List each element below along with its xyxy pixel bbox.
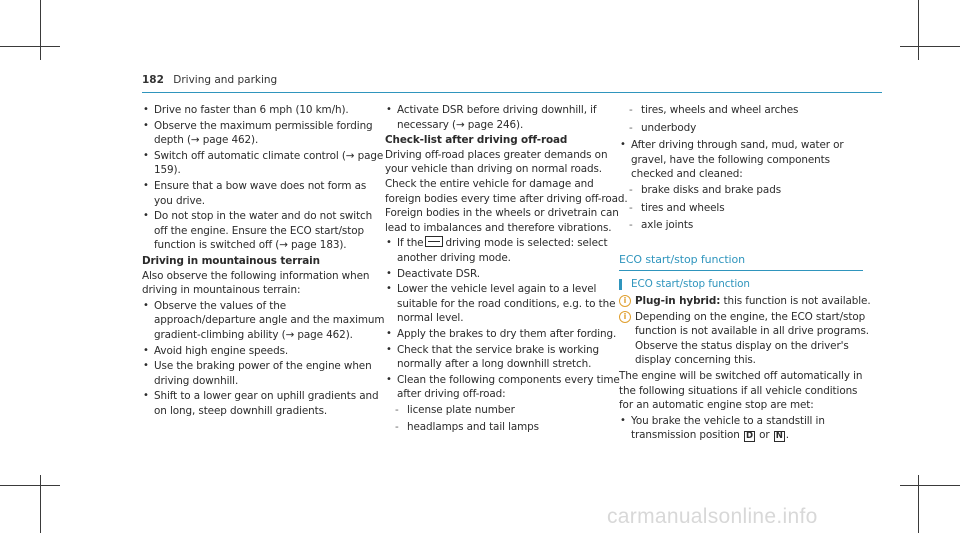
gear-n-icon: N (775, 431, 783, 442)
section-link-title: ECO start/stop function (619, 252, 745, 266)
list-item: • Apply the brakes to dry them after fording. (385, 327, 629, 342)
sub-list-item: - axle joints (619, 218, 871, 233)
list-item: • Do not stop in the water and do not switch off the engine. Ensure the ECO start/stop function is switched off (→ page 183). (142, 209, 386, 253)
section-heading: Check-list after driving off-road (385, 134, 568, 147)
note-label: Plug-in hybrid: (635, 294, 721, 307)
list-item: • Shift to a lower gear on uphill gradients and on long, steep downhill gradients. (142, 389, 386, 418)
list-item: • Ensure that a bow wave does not form as you drive. (142, 179, 386, 208)
gear-d-icon: D (745, 431, 753, 442)
sub-list-item: - headlamps and tail lamps (385, 420, 629, 435)
sub-list-item: - brake disks and brake pads (619, 183, 871, 198)
paragraph: Also observe the following information when driving in mountainous terrain: (142, 269, 370, 297)
note (619, 310, 871, 368)
column-2 (385, 103, 629, 438)
list-item-text: If the (397, 237, 424, 250)
section-heading: Driving in mountainous terrain (142, 254, 320, 267)
list-item: • Check that the service brake is working normally after a long downhill stretch. (385, 343, 629, 372)
list-item (385, 236, 629, 265)
sub-list-item: - tires and wheels (619, 201, 871, 216)
crop-mark (0, 485, 60, 486)
crop-mark (900, 46, 960, 47)
info-icon: i (619, 295, 631, 307)
list-item: • Switch off automatic climate control (→ page 159). (142, 149, 386, 178)
list-item: • Use the braking power of the engine when driving downhill. (142, 359, 386, 388)
crop-mark (40, 0, 41, 60)
list-item-text: You brake the vehicle to a standstill in transmission position (631, 414, 825, 442)
info-icon: i (619, 311, 631, 323)
crop-mark (918, 475, 919, 533)
section-title: Driving and parking (173, 74, 278, 86)
page-header (142, 74, 277, 86)
list-item: • Lower the vehicle level again to a level suitable for the road conditions, e.g. to the normal level. (385, 282, 629, 326)
list-item: • Drive no faster than 6 mph (10 km/h). (142, 103, 386, 118)
list-item: • Clean the following components every time after driving off-road: (385, 373, 629, 402)
sub-list-item: - license plate number (385, 403, 629, 418)
gravel-mode-icon (425, 236, 443, 247)
crop-mark (918, 0, 919, 60)
subsection-heading: ECO start/stop function (619, 277, 871, 292)
sub-list-item: - underbody (619, 121, 871, 136)
or-text: or (759, 429, 770, 442)
list-item: • Deactivate DSR. (385, 267, 629, 282)
list-item: • Observe the values of the approach/departure angle and the maximum gradient-climbing ability (→ page 462). (142, 299, 386, 343)
list-item (619, 414, 871, 443)
page-number: 182 (142, 74, 164, 86)
list-item: • Activate DSR before driving downhill, if necessary (→ page 246). (385, 103, 629, 132)
section-rule (619, 270, 863, 271)
sub-list-item: - tires, wheels and wheel arches (619, 103, 871, 118)
watermark: carmanualsonline.info (607, 505, 818, 528)
note (619, 294, 871, 309)
paragraph: Driving off-road places greater demands on your vehicle than driving on normal roads. Check the entire vehicle for damage and foreign bodies every time after driving off-road. Foreign bodies in the wheels or drivetrain can lead to imbalances and therefore vibrations. (385, 148, 628, 234)
crop-mark (900, 485, 960, 486)
list-item: • Observe the maximum permissible fording depth (→ page 462). (142, 119, 386, 148)
header-rule (142, 92, 882, 93)
column-3 (619, 103, 871, 444)
crop-mark (0, 46, 60, 47)
note-text: Depending on the engine, the ECO start/stop function is not available in all drive programs. Observe the status display on the driver's display concerning this. (635, 310, 869, 367)
list-item: • Avoid high engine speeds. (142, 344, 386, 359)
column-1 (142, 103, 386, 419)
list-item-text: driving mode is selected: select another driving mode. (397, 237, 608, 264)
end-dot: . (785, 429, 789, 442)
note-text: this function is not available. (720, 294, 871, 307)
paragraph: The engine will be switched off automatically in the following situations if all vehicle conditions for an automatic engine stop are met: (619, 369, 863, 412)
crop-mark (40, 475, 41, 533)
list-item: • After driving through sand, mud, water or gravel, have the following components checked and cleaned: (619, 138, 871, 182)
